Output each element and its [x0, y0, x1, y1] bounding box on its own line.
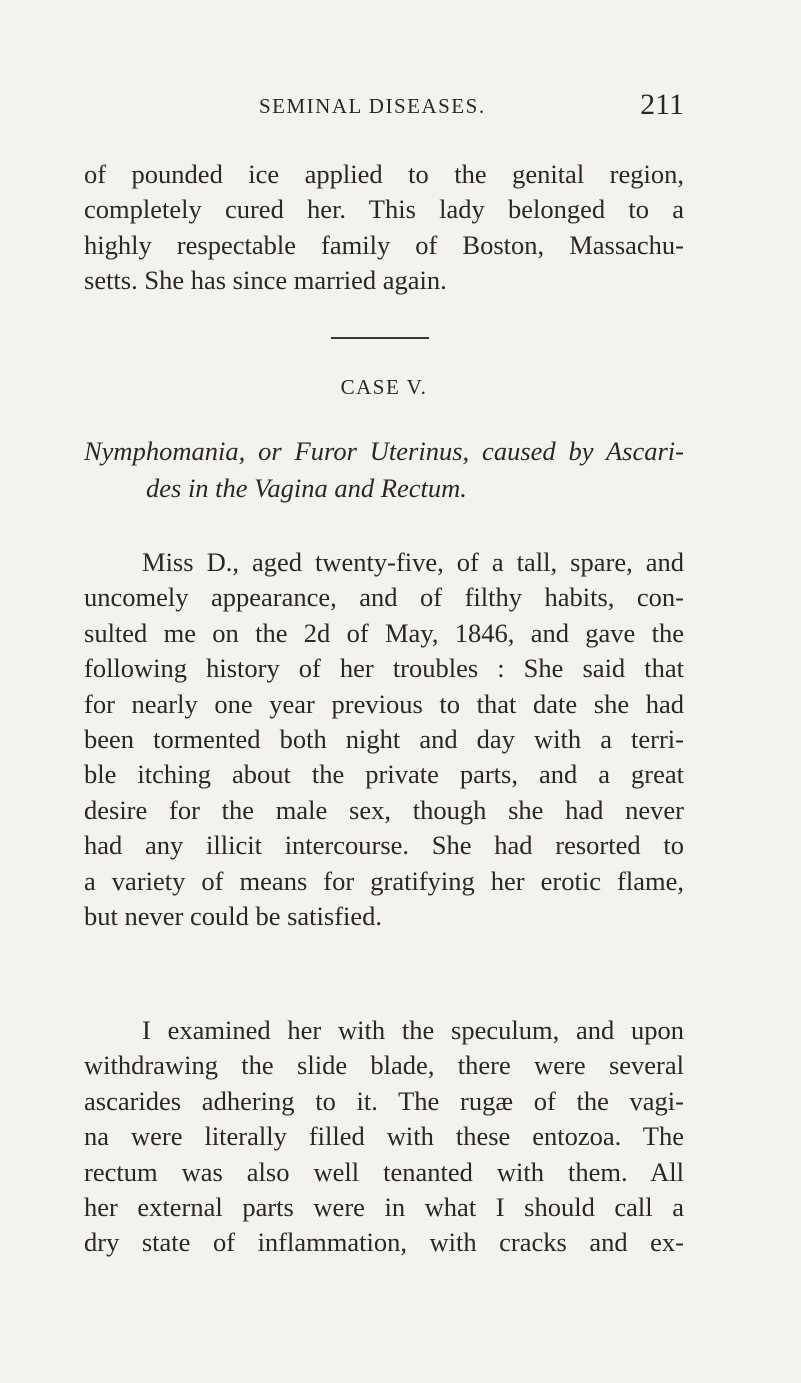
text-line: Miss D., aged twenty-five, of a tall, spare, and	[142, 547, 684, 577]
case-heading: CASE V.	[340, 375, 428, 399]
text-line: her external parts were in what I should call a	[84, 1192, 684, 1223]
text-line: I examined her with the speculum, and upon	[142, 1015, 684, 1045]
running-title: SEMINAL DISEASES.	[259, 94, 486, 118]
text-line: uncomely appearance, and of filthy habits, con-	[84, 582, 684, 613]
text-line: for nearly one year previous to that date she had	[84, 688, 684, 719]
text-line: withdrawing the slide blade, there were several	[84, 1050, 684, 1081]
text-line: sulted me on the 2d of May, 1846, and gave the	[84, 617, 684, 648]
page-number: 211	[640, 88, 684, 121]
case-subtitle-line: Nymphomania, or Furor Uterinus, caused by Ascari-	[84, 436, 684, 466]
text-line: na were literally filled with these entozoa. The	[84, 1121, 684, 1152]
text-line: rectum was also well tenanted with them. All	[84, 1156, 684, 1187]
text-line: completely cured her. This lady belonged to a	[84, 194, 684, 225]
text-line: but never could be satisfied.	[84, 901, 383, 932]
text-line: ble itching about the private parts, and a great	[84, 759, 684, 790]
section-divider	[331, 337, 429, 339]
text-line: desire for the male sex, though she had never	[84, 794, 684, 825]
text-line: been tormented both night and day with a terri-	[84, 724, 684, 755]
text-line: following history of her troubles : She said that	[84, 653, 684, 684]
text-line: a variety of means for gratifying her erotic flame,	[84, 865, 684, 896]
text-line: of pounded ice applied to the genital region,	[84, 159, 684, 189]
text-line: ascarides adhering to it. The rugæ of the vagi-	[84, 1085, 684, 1116]
paragraph-case-history	[84, 545, 684, 934]
case-subtitle-line: des in the Vagina and Rectum.	[146, 473, 467, 503]
paragraph-continued	[84, 157, 684, 299]
text-line: had any illicit intercourse. She had resorted to	[84, 830, 684, 861]
running-head	[84, 88, 684, 128]
paragraph-examination	[84, 1013, 684, 1261]
text-line: setts. She has since married again.	[84, 265, 447, 296]
text-line: highly respectable family of Boston, Massachu-	[84, 229, 684, 260]
case-subtitle	[84, 433, 684, 507]
text-line: dry state of inflammation, with cracks and ex-	[84, 1227, 684, 1258]
